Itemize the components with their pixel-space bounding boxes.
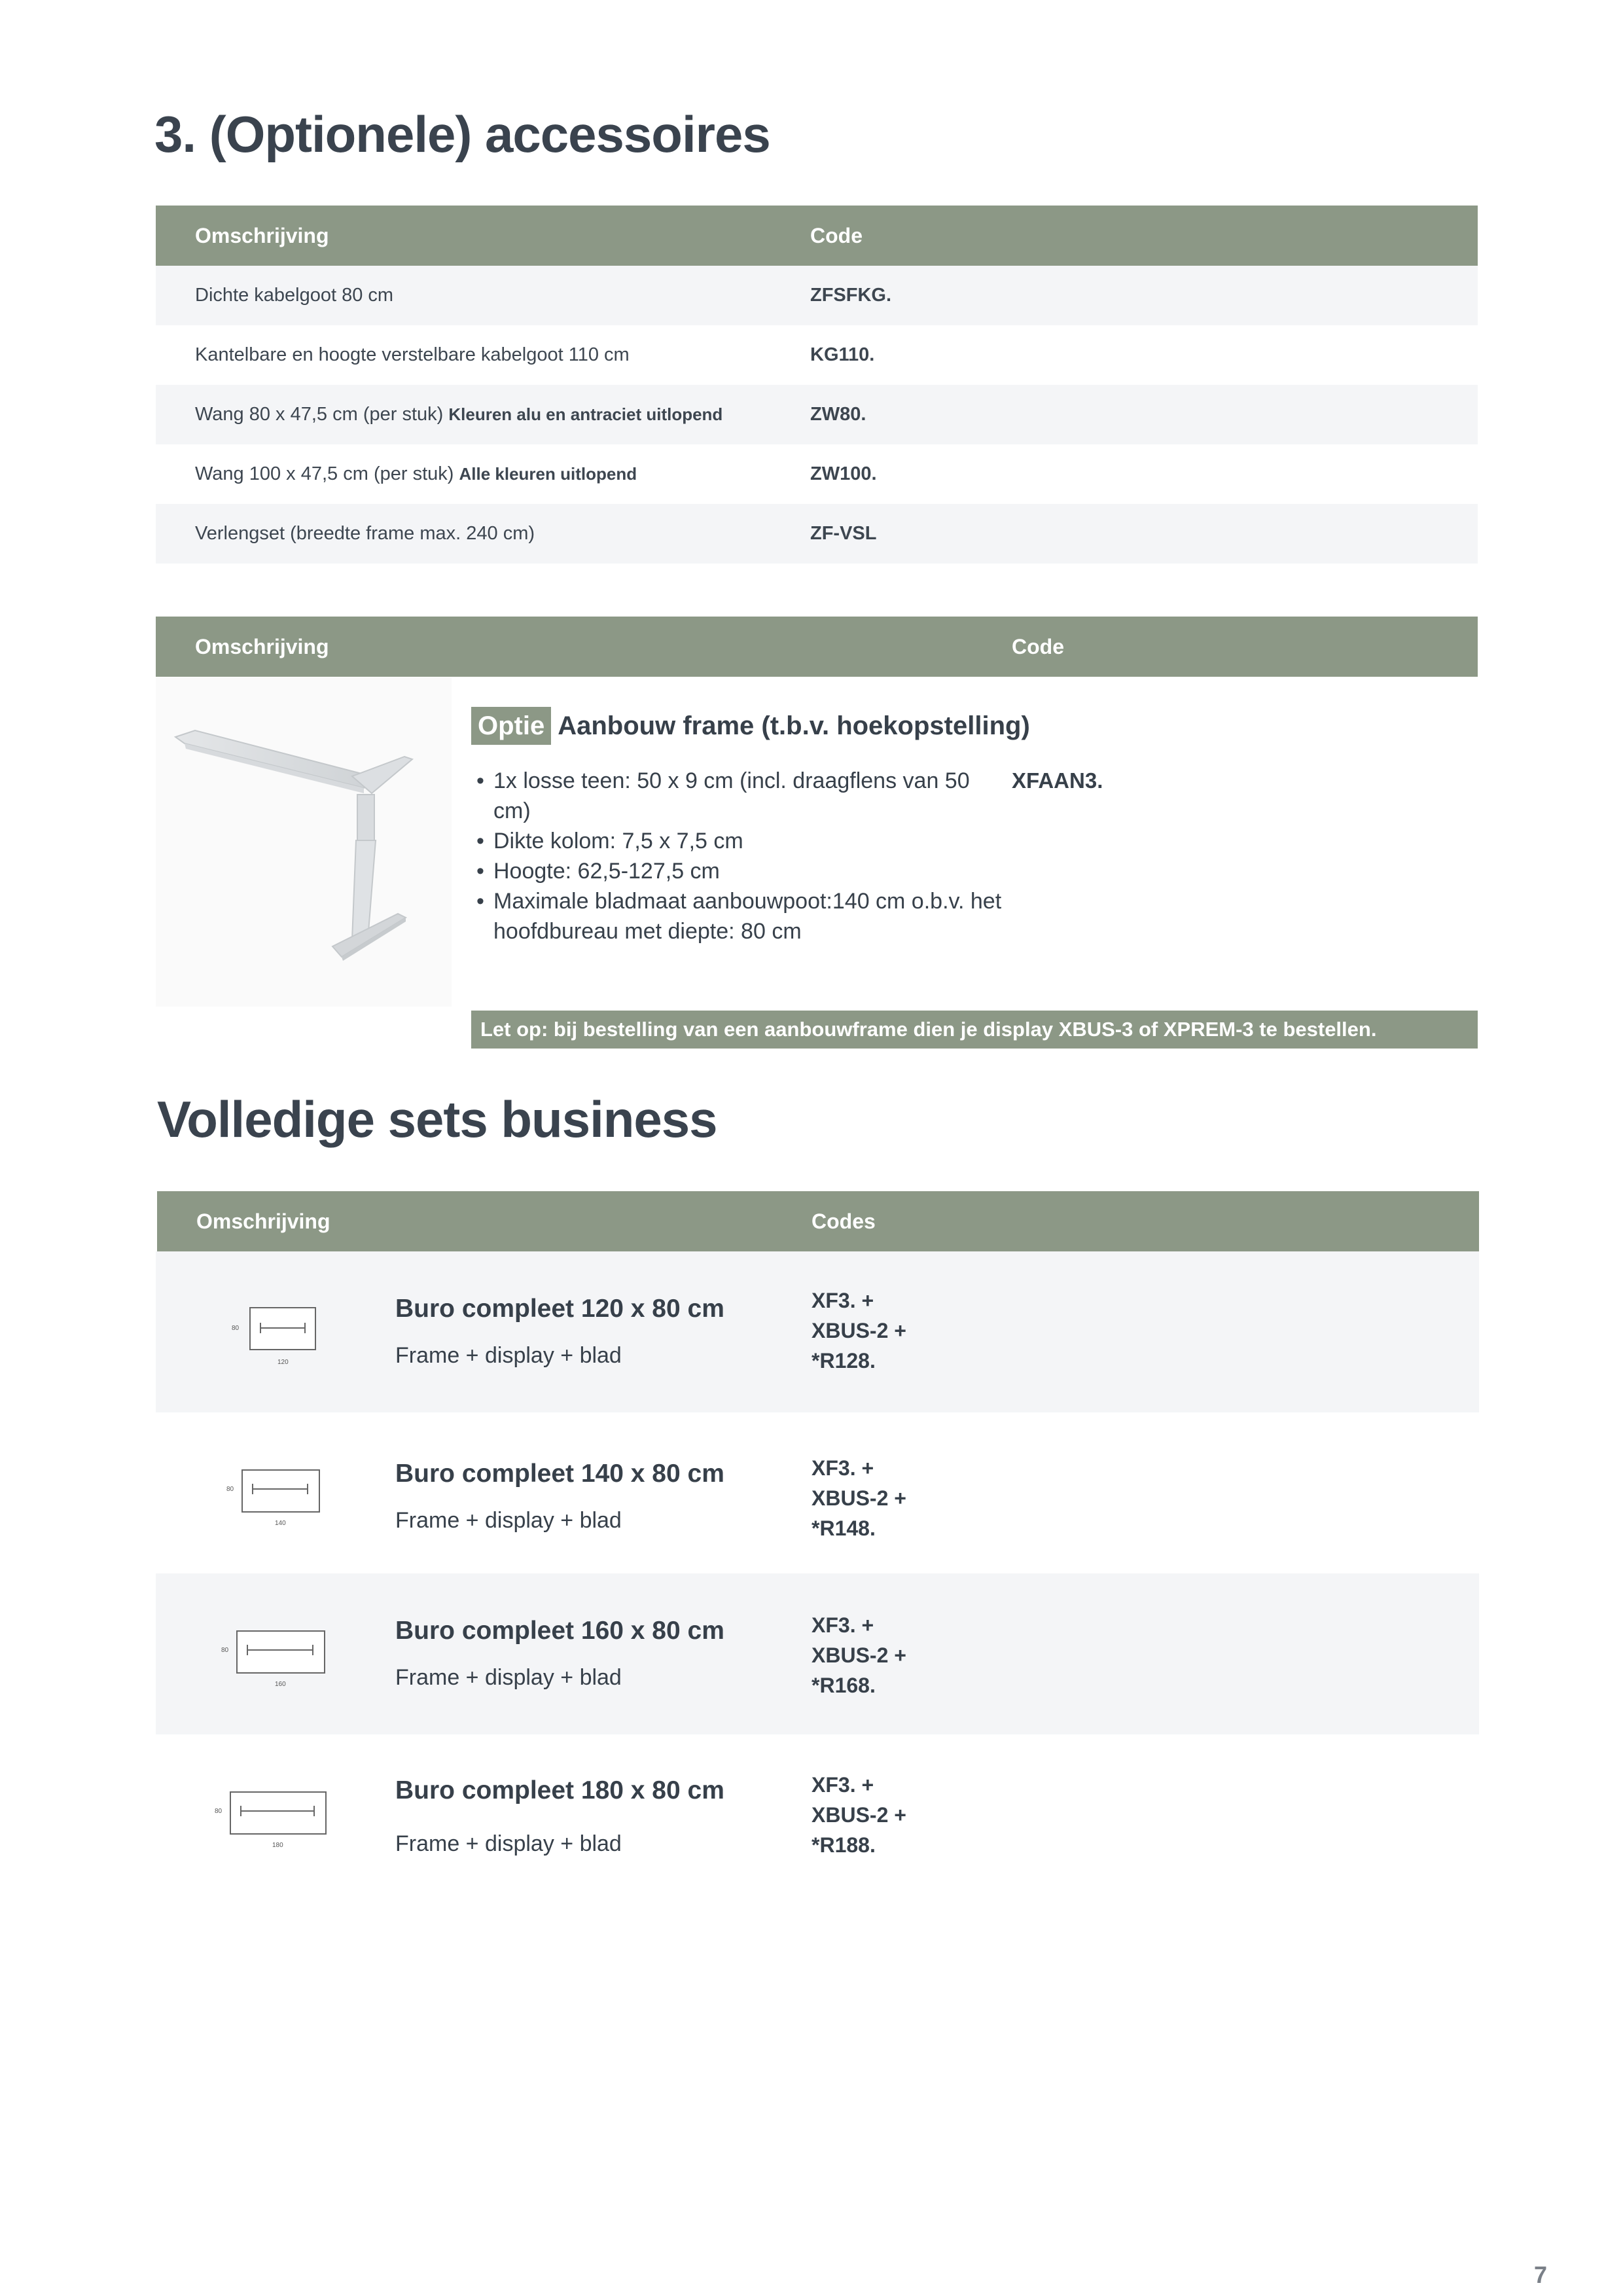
set-codes	[812, 1770, 906, 1860]
option-title	[471, 707, 1030, 745]
svg-text:120: 120	[277, 1359, 289, 1366]
set-title: Buro compleet 160 x 80 cm	[395, 1617, 724, 1645]
set-row	[156, 1412, 1479, 1573]
code-line: *R128.	[812, 1349, 876, 1372]
code-line: *R148.	[812, 1516, 876, 1540]
column-header-description: Omschrijving	[195, 635, 329, 658]
code-line: XF3. +	[812, 1773, 874, 1797]
code-line: XF3. +	[812, 1456, 874, 1480]
corner-frame-image	[156, 678, 452, 1007]
svg-text:80: 80	[232, 1325, 240, 1332]
set-subtitle: Frame + display + blad	[395, 1508, 622, 1533]
code-line: XF3. +	[812, 1289, 874, 1312]
table-header	[157, 1191, 1479, 1251]
spec-list	[474, 766, 1010, 946]
code-line: XBUS-2 +	[812, 1486, 906, 1510]
set-title: Buro compleet 140 x 80 cm	[395, 1460, 724, 1488]
row-description: Verlengset (breedte frame max. 240 cm)	[195, 523, 535, 544]
table-row	[156, 504, 1478, 564]
set-title: Buro compleet 120 x 80 cm	[395, 1295, 724, 1323]
row-description: Wang 100 x 47,5 cm (per stuk) Alle kleuren uitlopend	[195, 463, 637, 484]
set-row	[156, 1734, 1479, 1895]
table-row	[156, 385, 1478, 444]
set-codes	[812, 1610, 906, 1700]
row-code: ZW100.	[810, 463, 877, 484]
code-line: XBUS-2 +	[812, 1643, 906, 1667]
set-subtitle: Frame + display + blad	[395, 1343, 622, 1368]
notice-banner: Let op: bij bestelling van een aanbouwframe dien je display XBUS-3 of XPREM-3 te bestellen.	[471, 1011, 1478, 1049]
desk-dimension-icon	[229, 1304, 327, 1369]
set-title: Buro compleet 180 x 80 cm	[395, 1776, 724, 1804]
page-number: 7	[1534, 2261, 1548, 2288]
column-header-description: Omschrijving	[196, 1210, 330, 1233]
code-line: *R168.	[812, 1674, 876, 1697]
desk-dimension-icon	[219, 1626, 330, 1691]
row-code: ZF-VSL	[810, 523, 877, 544]
table-row	[156, 444, 1478, 504]
list-item: • 1x losse teen: 50 x 9 cm (incl. draagflens van 50 cm)	[474, 766, 1010, 826]
row-description: Dichte kabelgoot 80 cm	[195, 285, 394, 306]
row-note: Alle kleuren uitlopend	[459, 464, 637, 484]
row-note: Kleuren alu en antraciet uitlopend	[448, 404, 723, 424]
table-row	[156, 266, 1478, 325]
desk-dimension-icon	[224, 1465, 329, 1530]
section-title-accessoires: 3. (Optionele) accessoires	[154, 105, 770, 163]
code-line: *R188.	[812, 1833, 876, 1857]
option-badge: Optie	[471, 707, 551, 745]
set-subtitle: Frame + display + blad	[395, 1665, 622, 1690]
table-header	[156, 617, 1478, 677]
code-line: XF3. +	[812, 1613, 874, 1637]
set-row	[156, 1251, 1479, 1412]
row-description: Wang 80 x 47,5 cm (per stuk) Kleuren alu en antraciet uitlopend	[195, 404, 723, 425]
option-code: XFAAN3.	[1012, 768, 1103, 793]
column-header-description: Omschrijving	[195, 224, 329, 247]
section-title-sets: Volledige sets business	[157, 1090, 717, 1148]
desk-dimension-icon	[212, 1787, 330, 1852]
column-header-codes: Codes	[812, 1210, 876, 1233]
svg-text:80: 80	[215, 1808, 223, 1815]
svg-text:80: 80	[226, 1486, 234, 1493]
set-subtitle: Frame + display + blad	[395, 1831, 622, 1856]
svg-text:140: 140	[275, 1520, 286, 1527]
svg-text:180: 180	[272, 1842, 283, 1849]
row-code: KG110.	[810, 344, 875, 365]
set-codes	[812, 1453, 906, 1543]
row-code: ZFSFKG.	[810, 285, 892, 306]
list-item: • Maximale bladmaat aanbouwpoot:140 cm o.b.v. het hoofdbureau met diepte: 80 cm	[474, 886, 1010, 946]
svg-text:160: 160	[275, 1681, 286, 1688]
svg-text:80: 80	[221, 1647, 229, 1654]
table-row	[156, 325, 1478, 385]
option-title-text: Aanbouw frame (t.b.v. hoekopstelling)	[558, 711, 1030, 740]
row-description: Kantelbare en hoogte verstelbare kabelgoot 110 cm	[195, 344, 630, 365]
set-codes	[812, 1285, 906, 1376]
column-header-code: Code	[1012, 635, 1064, 658]
row-code: ZW80.	[810, 404, 866, 425]
list-item: • Dikte kolom: 7,5 x 7,5 cm	[474, 826, 1010, 856]
code-line: XBUS-2 +	[812, 1319, 906, 1342]
list-item: • Hoogte: 62,5-127,5 cm	[474, 856, 1010, 886]
code-line: XBUS-2 +	[812, 1803, 906, 1827]
table-header	[156, 206, 1478, 266]
column-header-code: Code	[810, 224, 863, 247]
set-row	[156, 1573, 1479, 1734]
